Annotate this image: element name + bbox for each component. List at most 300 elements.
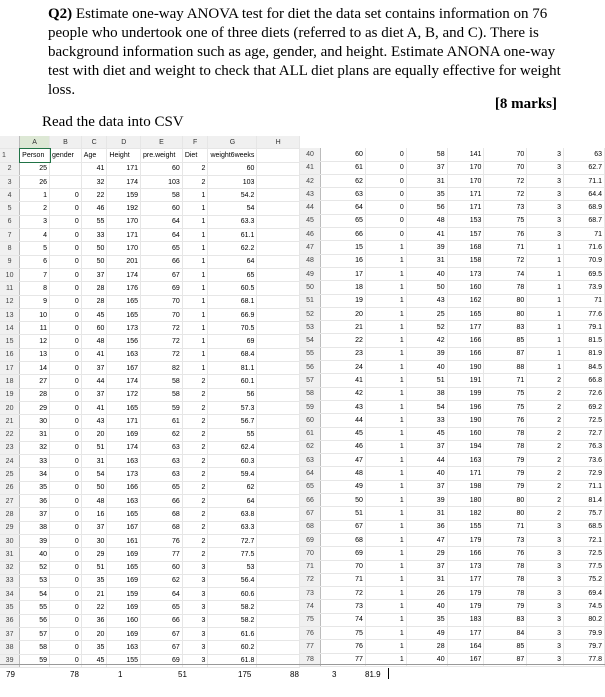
data-cell[interactable]: 161 — [107, 534, 141, 547]
data-cell[interactable]: 0 — [50, 495, 82, 508]
data-cell[interactable]: 1 — [365, 560, 406, 573]
row-header[interactable]: 50 — [300, 281, 320, 294]
data-cell[interactable]: 62.7 — [564, 161, 605, 174]
data-cell[interactable]: 58 — [141, 375, 183, 388]
data-cell[interactable]: 3 — [527, 560, 564, 573]
data-cell[interactable]: 3 — [527, 161, 564, 174]
data-cell[interactable]: 182 — [447, 507, 484, 520]
data-cell[interactable]: 54 — [406, 400, 447, 413]
data-cell[interactable]: 173 — [107, 322, 141, 335]
data-cell[interactable]: 0 — [50, 189, 82, 202]
row-header[interactable]: 72 — [300, 573, 320, 586]
row-header[interactable]: 71 — [300, 560, 320, 573]
data-cell[interactable]: 1 — [20, 189, 50, 202]
data-cell[interactable] — [257, 495, 300, 508]
data-cell[interactable]: 71 — [320, 573, 365, 586]
data-cell[interactable]: 0 — [50, 388, 82, 401]
data-cell[interactable]: 37 — [406, 480, 447, 493]
header-cell[interactable]: Height — [107, 149, 141, 162]
data-cell[interactable]: 66 — [141, 255, 183, 268]
data-cell[interactable]: 65 — [141, 601, 183, 614]
column-header-c[interactable]: C — [81, 136, 107, 149]
data-cell[interactable]: 3 — [182, 574, 208, 587]
data-cell[interactable]: 31 — [406, 507, 447, 520]
data-cell[interactable]: 0 — [365, 201, 406, 214]
data-cell[interactable]: 3 — [527, 547, 564, 560]
row-header[interactable]: 68 — [300, 520, 320, 533]
data-cell[interactable]: 37 — [81, 521, 107, 534]
row-header[interactable]: 11 — [0, 282, 20, 295]
data-cell[interactable] — [257, 215, 300, 228]
data-cell[interactable]: 166 — [447, 347, 484, 360]
row-header[interactable]: 14 — [0, 322, 20, 335]
data-cell[interactable]: 21 — [320, 321, 365, 334]
data-cell[interactable] — [257, 362, 300, 375]
row-header[interactable]: 62 — [300, 440, 320, 453]
data-cell[interactable]: 47 — [320, 454, 365, 467]
data-cell[interactable]: 60.2 — [208, 641, 257, 654]
data-cell[interactable]: 2 — [182, 455, 208, 468]
data-cell[interactable]: 45 — [406, 427, 447, 440]
data-cell[interactable] — [50, 175, 82, 188]
data-cell[interactable]: 64 — [141, 215, 183, 228]
data-cell[interactable]: 3 — [527, 533, 564, 546]
data-cell[interactable]: 41 — [81, 162, 107, 175]
data-cell[interactable]: 1 — [182, 255, 208, 268]
data-cell[interactable]: 84 — [484, 626, 527, 639]
data-cell[interactable]: 64 — [208, 495, 257, 508]
data-cell[interactable]: 71.1 — [564, 174, 605, 187]
data-cell[interactable]: 3 — [527, 653, 564, 666]
data-cell[interactable]: 0 — [50, 242, 82, 255]
data-cell[interactable]: 64.4 — [564, 188, 605, 201]
data-cell[interactable]: 72 — [484, 254, 527, 267]
data-cell[interactable] — [257, 428, 300, 441]
data-cell[interactable]: 75 — [484, 214, 527, 227]
data-cell[interactable]: 0 — [50, 534, 82, 547]
data-cell[interactable]: 72 — [141, 335, 183, 348]
data-cell[interactable]: 58.2 — [208, 614, 257, 627]
data-cell[interactable]: 1 — [365, 400, 406, 413]
data-cell[interactable]: 71.1 — [564, 480, 605, 493]
data-cell[interactable]: 170 — [107, 242, 141, 255]
row-header[interactable]: 43 — [300, 188, 320, 201]
data-cell[interactable]: 0 — [50, 521, 82, 534]
data-cell[interactable]: 1 — [182, 308, 208, 321]
data-cell[interactable]: 174 — [107, 268, 141, 281]
data-cell[interactable]: 70 — [484, 161, 527, 174]
data-cell[interactable]: 191 — [447, 374, 484, 387]
data-cell[interactable]: 77 — [320, 653, 365, 666]
data-cell[interactable]: 81.9 — [564, 347, 605, 360]
data-cell[interactable]: 35 — [81, 574, 107, 587]
data-cell[interactable]: 71 — [484, 374, 527, 387]
column-header-a[interactable]: A — [20, 136, 50, 149]
data-cell[interactable]: 3 — [20, 215, 50, 228]
data-cell[interactable]: 76 — [484, 228, 527, 241]
data-cell[interactable]: 163 — [107, 348, 141, 361]
data-cell[interactable] — [257, 348, 300, 361]
data-cell[interactable]: 170 — [447, 174, 484, 187]
data-cell[interactable]: 1 — [118, 670, 123, 679]
data-cell[interactable]: 13 — [20, 348, 50, 361]
data-cell[interactable]: 74 — [320, 613, 365, 626]
row-header[interactable]: 4 — [0, 189, 20, 202]
data-cell[interactable]: 1 — [527, 241, 564, 254]
data-cell[interactable]: 38 — [406, 387, 447, 400]
row-header[interactable]: 12 — [0, 295, 20, 308]
data-cell[interactable]: 32 — [81, 175, 107, 188]
data-cell[interactable]: 1 — [365, 440, 406, 453]
data-cell[interactable]: 1 — [365, 334, 406, 347]
data-cell[interactable]: 171 — [107, 415, 141, 428]
data-cell[interactable]: 88 — [484, 361, 527, 374]
data-cell[interactable]: 69 — [141, 282, 183, 295]
data-cell[interactable]: 43 — [81, 415, 107, 428]
data-cell[interactable]: 2 — [182, 534, 208, 547]
data-cell[interactable]: 174 — [107, 175, 141, 188]
row-header[interactable]: 19 — [0, 388, 20, 401]
column-header-f[interactable]: F — [182, 136, 208, 149]
row-header[interactable]: 56 — [300, 361, 320, 374]
data-cell[interactable]: 1 — [365, 573, 406, 586]
data-cell[interactable]: 63.3 — [208, 521, 257, 534]
data-cell[interactable]: 67 — [141, 627, 183, 640]
data-cell[interactable]: 169 — [107, 601, 141, 614]
row-header[interactable]: 79 — [6, 670, 15, 679]
data-cell[interactable]: 0 — [50, 268, 82, 281]
data-cell[interactable]: 48 — [406, 214, 447, 227]
data-cell[interactable] — [257, 641, 300, 654]
data-cell[interactable] — [257, 308, 300, 321]
data-cell[interactable]: 69 — [208, 335, 257, 348]
row-header[interactable]: 34 — [0, 588, 20, 601]
data-cell[interactable]: 2 — [182, 548, 208, 561]
data-cell[interactable]: 31 — [20, 428, 50, 441]
data-cell[interactable]: 22 — [81, 601, 107, 614]
data-cell[interactable]: 63 — [320, 188, 365, 201]
data-cell[interactable]: 31 — [406, 254, 447, 267]
data-cell[interactable]: 1 — [365, 520, 406, 533]
data-cell[interactable] — [257, 202, 300, 215]
data-cell[interactable]: 39 — [406, 241, 447, 254]
data-cell[interactable]: 71.6 — [564, 241, 605, 254]
data-cell[interactable]: 58 — [141, 189, 183, 202]
row-header[interactable]: 74 — [300, 600, 320, 613]
data-cell[interactable] — [257, 375, 300, 388]
data-cell[interactable]: 87 — [484, 653, 527, 666]
data-cell[interactable]: 69 — [141, 654, 183, 667]
data-cell[interactable]: 58 — [20, 641, 50, 654]
row-header[interactable]: 59 — [300, 400, 320, 413]
data-cell[interactable]: 0 — [365, 228, 406, 241]
data-cell[interactable]: 61.1 — [208, 229, 257, 242]
data-cell[interactable]: 1 — [365, 414, 406, 427]
data-cell[interactable]: 64 — [141, 588, 183, 601]
data-cell[interactable]: 2 — [182, 388, 208, 401]
data-cell[interactable]: 171 — [447, 188, 484, 201]
data-cell[interactable]: 33 — [406, 414, 447, 427]
data-cell[interactable]: 173 — [107, 468, 141, 481]
data-cell[interactable] — [257, 255, 300, 268]
data-cell[interactable]: 56.4 — [208, 574, 257, 587]
data-cell[interactable]: 69.2 — [564, 400, 605, 413]
row-header[interactable]: 76 — [300, 626, 320, 639]
data-cell[interactable]: 160 — [107, 614, 141, 627]
data-cell[interactable]: 56 — [406, 201, 447, 214]
data-cell[interactable]: 79.1 — [564, 321, 605, 334]
data-cell[interactable]: 169 — [107, 548, 141, 561]
data-cell[interactable]: 3 — [182, 654, 208, 667]
data-cell[interactable]: 40 — [406, 653, 447, 666]
data-cell[interactable]: 59 — [20, 654, 50, 667]
data-cell[interactable]: 76 — [141, 534, 183, 547]
data-cell[interactable]: 3 — [527, 626, 564, 639]
data-cell[interactable]: 74.5 — [564, 600, 605, 613]
data-cell[interactable] — [257, 601, 300, 614]
data-cell[interactable]: 0 — [50, 255, 82, 268]
row-header[interactable]: 15 — [0, 335, 20, 348]
data-cell[interactable]: 163 — [107, 641, 141, 654]
data-cell[interactable]: 0 — [365, 148, 406, 161]
data-cell[interactable]: 2 — [527, 480, 564, 493]
data-cell[interactable]: 1 — [182, 202, 208, 215]
data-cell[interactable]: 63 — [141, 468, 183, 481]
data-cell[interactable]: 73.6 — [564, 454, 605, 467]
data-cell[interactable]: 3 — [527, 613, 564, 626]
data-cell[interactable]: 15 — [320, 241, 365, 254]
header-cell[interactable]: gender — [50, 149, 82, 162]
row-header[interactable]: 67 — [300, 507, 320, 520]
data-cell[interactable]: 76 — [320, 640, 365, 653]
data-cell[interactable]: 50 — [320, 494, 365, 507]
data-cell[interactable]: 56.7 — [208, 415, 257, 428]
data-cell[interactable]: 69 — [320, 547, 365, 560]
data-cell[interactable]: 1 — [365, 294, 406, 307]
data-cell[interactable]: 3 — [527, 520, 564, 533]
data-cell[interactable]: 50 — [406, 281, 447, 294]
data-cell[interactable]: 194 — [447, 440, 484, 453]
data-cell[interactable]: 1 — [365, 533, 406, 546]
row-header[interactable]: 17 — [0, 362, 20, 375]
data-cell[interactable]: 2 — [182, 428, 208, 441]
data-cell[interactable]: 1 — [527, 267, 564, 280]
data-cell[interactable]: 0 — [50, 641, 82, 654]
data-cell[interactable]: 78 — [484, 440, 527, 453]
data-cell[interactable]: 71 — [564, 294, 605, 307]
data-cell[interactable]: 80 — [484, 494, 527, 507]
data-cell[interactable]: 81.9 — [365, 670, 381, 679]
data-cell[interactable]: 175 — [238, 670, 252, 679]
data-cell[interactable]: 156 — [107, 335, 141, 348]
data-cell[interactable]: 72 — [141, 348, 183, 361]
row-header[interactable]: 47 — [300, 241, 320, 254]
row-header[interactable]: 16 — [0, 348, 20, 361]
row-header[interactable]: 64 — [300, 467, 320, 480]
data-cell[interactable]: 1 — [365, 267, 406, 280]
data-cell[interactable]: 65 — [141, 481, 183, 494]
data-cell[interactable] — [257, 388, 300, 401]
data-cell[interactable]: 1 — [365, 361, 406, 374]
row-header[interactable]: 5 — [0, 202, 20, 215]
data-cell[interactable]: 0 — [50, 654, 82, 667]
data-cell[interactable] — [257, 322, 300, 335]
row-header[interactable]: 46 — [300, 228, 320, 241]
data-cell[interactable]: 66 — [141, 614, 183, 627]
data-cell[interactable]: 60 — [141, 162, 183, 175]
data-cell[interactable]: 87 — [484, 347, 527, 360]
data-cell[interactable]: 31 — [406, 174, 447, 187]
data-cell[interactable]: 63.8 — [208, 508, 257, 521]
data-cell[interactable] — [257, 548, 300, 561]
data-cell[interactable]: 157 — [447, 228, 484, 241]
data-cell[interactable]: 64 — [208, 255, 257, 268]
data-cell[interactable]: 16 — [320, 254, 365, 267]
data-cell[interactable]: 83 — [484, 321, 527, 334]
data-cell[interactable]: 45 — [320, 427, 365, 440]
data-cell[interactable]: 0 — [365, 214, 406, 227]
data-cell[interactable]: 78 — [484, 427, 527, 440]
data-cell[interactable]: 79.7 — [564, 640, 605, 653]
data-cell[interactable]: 72.6 — [564, 387, 605, 400]
data-cell[interactable]: 55 — [81, 215, 107, 228]
data-cell[interactable]: 60.6 — [208, 588, 257, 601]
row-header[interactable]: 40 — [300, 148, 320, 161]
data-cell[interactable] — [257, 521, 300, 534]
data-cell[interactable]: 26 — [20, 175, 50, 188]
data-cell[interactable]: 0 — [50, 308, 82, 321]
data-cell[interactable]: 81.4 — [564, 494, 605, 507]
data-cell[interactable]: 65 — [141, 242, 183, 255]
data-cell[interactable] — [257, 229, 300, 242]
data-cell[interactable]: 1 — [365, 241, 406, 254]
data-cell[interactable]: 37 — [81, 388, 107, 401]
data-cell[interactable]: 3 — [527, 188, 564, 201]
data-cell[interactable] — [257, 268, 300, 281]
header-cell[interactable]: Age — [81, 149, 107, 162]
data-cell[interactable]: 1 — [182, 362, 208, 375]
data-cell[interactable]: 28 — [406, 640, 447, 653]
row-header[interactable]: 20 — [0, 401, 20, 414]
data-cell[interactable]: 70.9 — [564, 254, 605, 267]
data-cell[interactable]: 8 — [20, 282, 50, 295]
data-cell[interactable]: 1 — [527, 321, 564, 334]
data-cell[interactable]: 0 — [50, 455, 82, 468]
data-cell[interactable] — [257, 561, 300, 574]
data-cell[interactable]: 1 — [365, 613, 406, 626]
row-header[interactable]: 3 — [0, 175, 20, 188]
row-header[interactable]: 57 — [300, 374, 320, 387]
data-cell[interactable]: 72.7 — [564, 427, 605, 440]
data-cell[interactable]: 1 — [365, 480, 406, 493]
data-cell[interactable]: 40 — [20, 548, 50, 561]
data-cell[interactable]: 33 — [81, 229, 107, 242]
data-cell[interactable]: 70 — [141, 295, 183, 308]
data-cell[interactable]: 192 — [107, 202, 141, 215]
data-cell[interactable]: 25 — [20, 162, 50, 175]
data-cell[interactable]: 2 — [182, 415, 208, 428]
data-cell[interactable]: 2 — [182, 401, 208, 414]
data-cell[interactable]: 62 — [208, 481, 257, 494]
data-cell[interactable]: 72.7 — [208, 534, 257, 547]
data-cell[interactable]: 36 — [406, 520, 447, 533]
data-cell[interactable]: 37 — [406, 560, 447, 573]
data-cell[interactable]: 180 — [447, 494, 484, 507]
data-cell[interactable]: 169 — [107, 627, 141, 640]
data-cell[interactable]: 81.5 — [564, 334, 605, 347]
data-cell[interactable]: 77.5 — [208, 548, 257, 561]
data-cell[interactable]: 41 — [406, 228, 447, 241]
data-cell[interactable]: 70 — [320, 560, 365, 573]
data-cell[interactable]: 169 — [107, 428, 141, 441]
data-cell[interactable]: 50 — [81, 255, 107, 268]
data-cell[interactable] — [257, 295, 300, 308]
data-cell[interactable]: 17 — [320, 267, 365, 280]
data-cell[interactable]: 41 — [320, 374, 365, 387]
row-header[interactable]: 7 — [0, 229, 20, 242]
data-cell[interactable]: 1 — [182, 282, 208, 295]
data-cell[interactable]: 0 — [50, 322, 82, 335]
data-cell[interactable]: 48 — [320, 467, 365, 480]
data-cell[interactable]: 1 — [527, 281, 564, 294]
row-header[interactable]: 2 — [0, 162, 20, 175]
data-cell[interactable]: 25 — [406, 307, 447, 320]
data-cell[interactable]: 72.5 — [564, 414, 605, 427]
data-cell[interactable]: 53 — [20, 574, 50, 587]
data-cell[interactable]: 0 — [50, 468, 82, 481]
data-cell[interactable]: 62.4 — [208, 441, 257, 454]
row-header[interactable]: 32 — [0, 561, 20, 574]
row-header[interactable]: 28 — [0, 508, 20, 521]
data-cell[interactable]: 77 — [141, 548, 183, 561]
data-cell[interactable]: 42 — [320, 387, 365, 400]
column-header-h[interactable]: H — [257, 136, 300, 149]
data-cell[interactable]: 72 — [484, 188, 527, 201]
data-cell[interactable]: 79 — [484, 454, 527, 467]
data-cell[interactable]: 23 — [320, 347, 365, 360]
data-cell[interactable]: 167 — [447, 653, 484, 666]
data-cell[interactable]: 12 — [20, 335, 50, 348]
data-cell[interactable]: 36 — [81, 614, 107, 627]
data-cell[interactable]: 63 — [564, 148, 605, 161]
row-header[interactable]: 49 — [300, 267, 320, 280]
data-cell[interactable]: 68.9 — [564, 201, 605, 214]
data-cell[interactable]: 2 — [182, 468, 208, 481]
data-cell[interactable]: 60 — [141, 561, 183, 574]
data-cell[interactable]: 21 — [81, 588, 107, 601]
data-cell[interactable]: 0 — [50, 215, 82, 228]
data-cell[interactable]: 71 — [484, 241, 527, 254]
data-cell[interactable]: 0 — [50, 508, 82, 521]
data-cell[interactable]: 1 — [365, 653, 406, 666]
data-cell[interactable]: 141 — [447, 148, 484, 161]
data-cell[interactable]: 46 — [81, 202, 107, 215]
row-header[interactable]: 45 — [300, 214, 320, 227]
row-header[interactable]: 53 — [300, 321, 320, 334]
data-cell[interactable]: 40 — [406, 600, 447, 613]
data-cell[interactable]: 44 — [406, 454, 447, 467]
row-header[interactable]: 75 — [300, 613, 320, 626]
data-cell[interactable]: 3 — [182, 627, 208, 640]
data-cell[interactable]: 10 — [20, 308, 50, 321]
data-cell[interactable]: 164 — [447, 640, 484, 653]
data-cell[interactable]: 29 — [20, 401, 50, 414]
data-cell[interactable]: 1 — [365, 387, 406, 400]
row-header[interactable]: 21 — [0, 415, 20, 428]
row-header[interactable]: 61 — [300, 427, 320, 440]
data-cell[interactable]: 39 — [406, 347, 447, 360]
data-cell[interactable]: 70 — [141, 308, 183, 321]
